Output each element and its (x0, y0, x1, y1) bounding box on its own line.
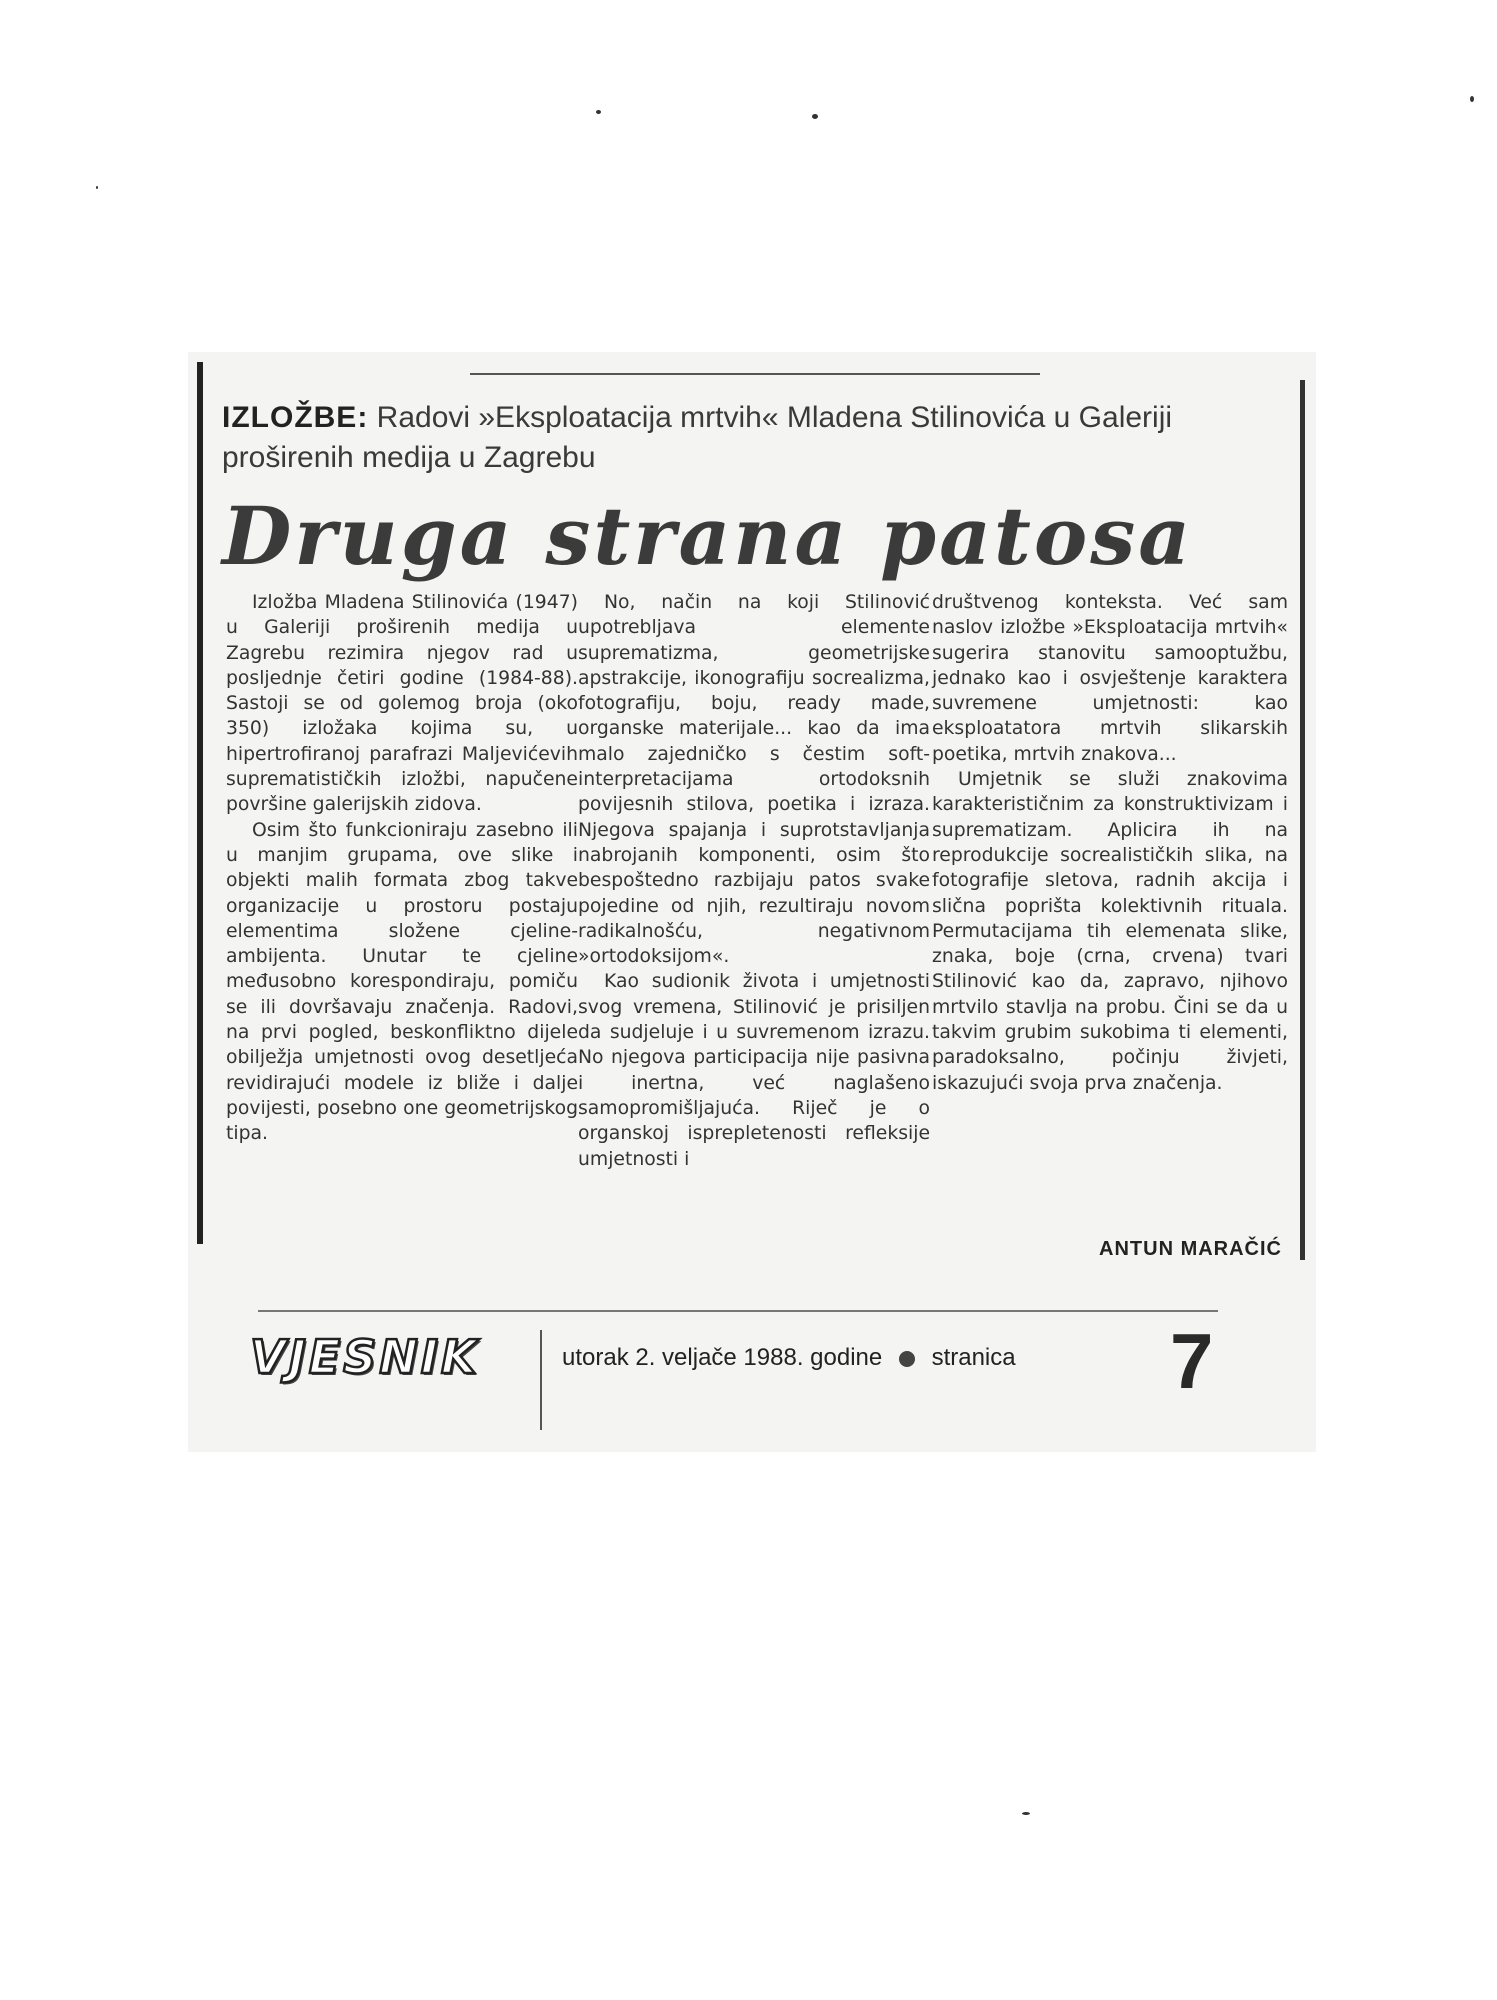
paragraph: društvenog konteksta. Već sam naslov izložbe »Eksploatacija mrtvih« sugerira stanovitu samooptužbu, jednako kao i osvještenje karaktera suvremene umjetnosti: kao eksploatatora mrtvih slikarskih poetika, mrtvih znakova... (932, 592, 1288, 765)
article-column-2 (578, 590, 930, 1172)
kicker-text: Radovi »Eksploatacija mrtvih« Mladena Stilinovića u Galeriji proširenih medija u Zagrebu (222, 401, 1173, 474)
footer-rule (258, 1310, 1218, 1312)
masthead-logo: VJESNIK (250, 1330, 480, 1384)
newspaper-footer (250, 1317, 1250, 1405)
paragraph: No, način na koji Stilinović upotrebljava elemente suprematizma, geometrijske apstrakcije, ikonografiju socrealizma, fotografiju, boju, ready made, organske materijale... kao da ima malo zajedničko s čestim soft-interpretacijama ortodoksnih povijesnih stilova, poetika i izraza. Njegova spajanja i suprotstavljanja nabrojanih komponenti, osim što bespoštedno razbijaju patos svake pojedine od njih, rezultiraju novom radikalnošću, negativnom »ortodoksijom«. (578, 592, 930, 968)
scan-speck (96, 186, 98, 189)
scan-speck (1470, 96, 1474, 102)
page-label: stranica (931, 1344, 1016, 1371)
scan-speck (596, 110, 601, 114)
article-kicker (222, 398, 1292, 478)
top-rule (470, 373, 1040, 375)
footer-dateline (562, 1344, 1016, 1372)
paragraph: Umjetnik se služi znakovima karakterističnim za konstruktivizam i suprematizam. Aplicira ih na reprodukcije socrealističkih slika, na fotografije sletova, radnih akcija i slična poprišta kolektivnih rituala. Permutacijama tih elemenata slike, znaka, boje (crna, crvena) tvari Stilinović kao da, zapravo, njihovo mrtvilo stavlja na probu. Čini se da u takvim grubim sukobima ti elementi, paradoksalno, počinju živjeti, iskazujući svoja prva značenja. (932, 769, 1288, 1094)
publication-date: utorak 2. veljače 1988. godine (562, 1344, 883, 1371)
paragraph: Osim što funkcioniraju zasebno ili u manjim grupama, ove slike i objekti malih formata zbog takve organizacije u prostoru postaju elementima složene cjeline-ambijenta. Unutar te cjeline međusobno korespondiraju, pomiču se ili dovršavaju značenja. Radovi, na prvi pogled, beskonfliktno dijele obilježja umjetnosti ovog desetljeća revidirajući modele iz bliže i dalje povijesti, posebno one geometrijskog tipa. (226, 819, 578, 1145)
left-column-rule (197, 362, 203, 1244)
paragraph: Kao sudionik života i umjetnosti svog vremena, Stilinović je prisiljen da sudjeluje i u suvremenom izrazu. No njegova participacija nije pasivna i inertna, već naglašeno samopromišljajuća. Riječ je o organskoj isprepletenosti refleksije umjetnosti i (578, 971, 930, 1170)
paragraph: Izložba Mladena Stilinovića (1947) u Galeriji proširenih medija u Zagrebu rezimira njegov rad u posljednje četiri godine (1984-88). Sastoji se od golemog broja (oko 350) izložaka kojima su, u hipertrofiranoj parafrazi Maljevićevih suprematističkih izložbi, napučene površine galerijskih zidova. (226, 592, 578, 816)
scan-speck (812, 114, 818, 119)
bullet-icon (899, 1351, 915, 1367)
kicker-label: IZLOŽBE: (222, 401, 369, 434)
page-number: 7 (1170, 1317, 1214, 1405)
article-column-1 (226, 590, 578, 1147)
article-column-3 (932, 590, 1288, 1096)
scan-speck (1022, 1812, 1030, 1815)
article-headline: Druga strana patosa (222, 489, 1194, 583)
author-byline: ANTUN MARAČIĆ (1099, 1238, 1282, 1260)
